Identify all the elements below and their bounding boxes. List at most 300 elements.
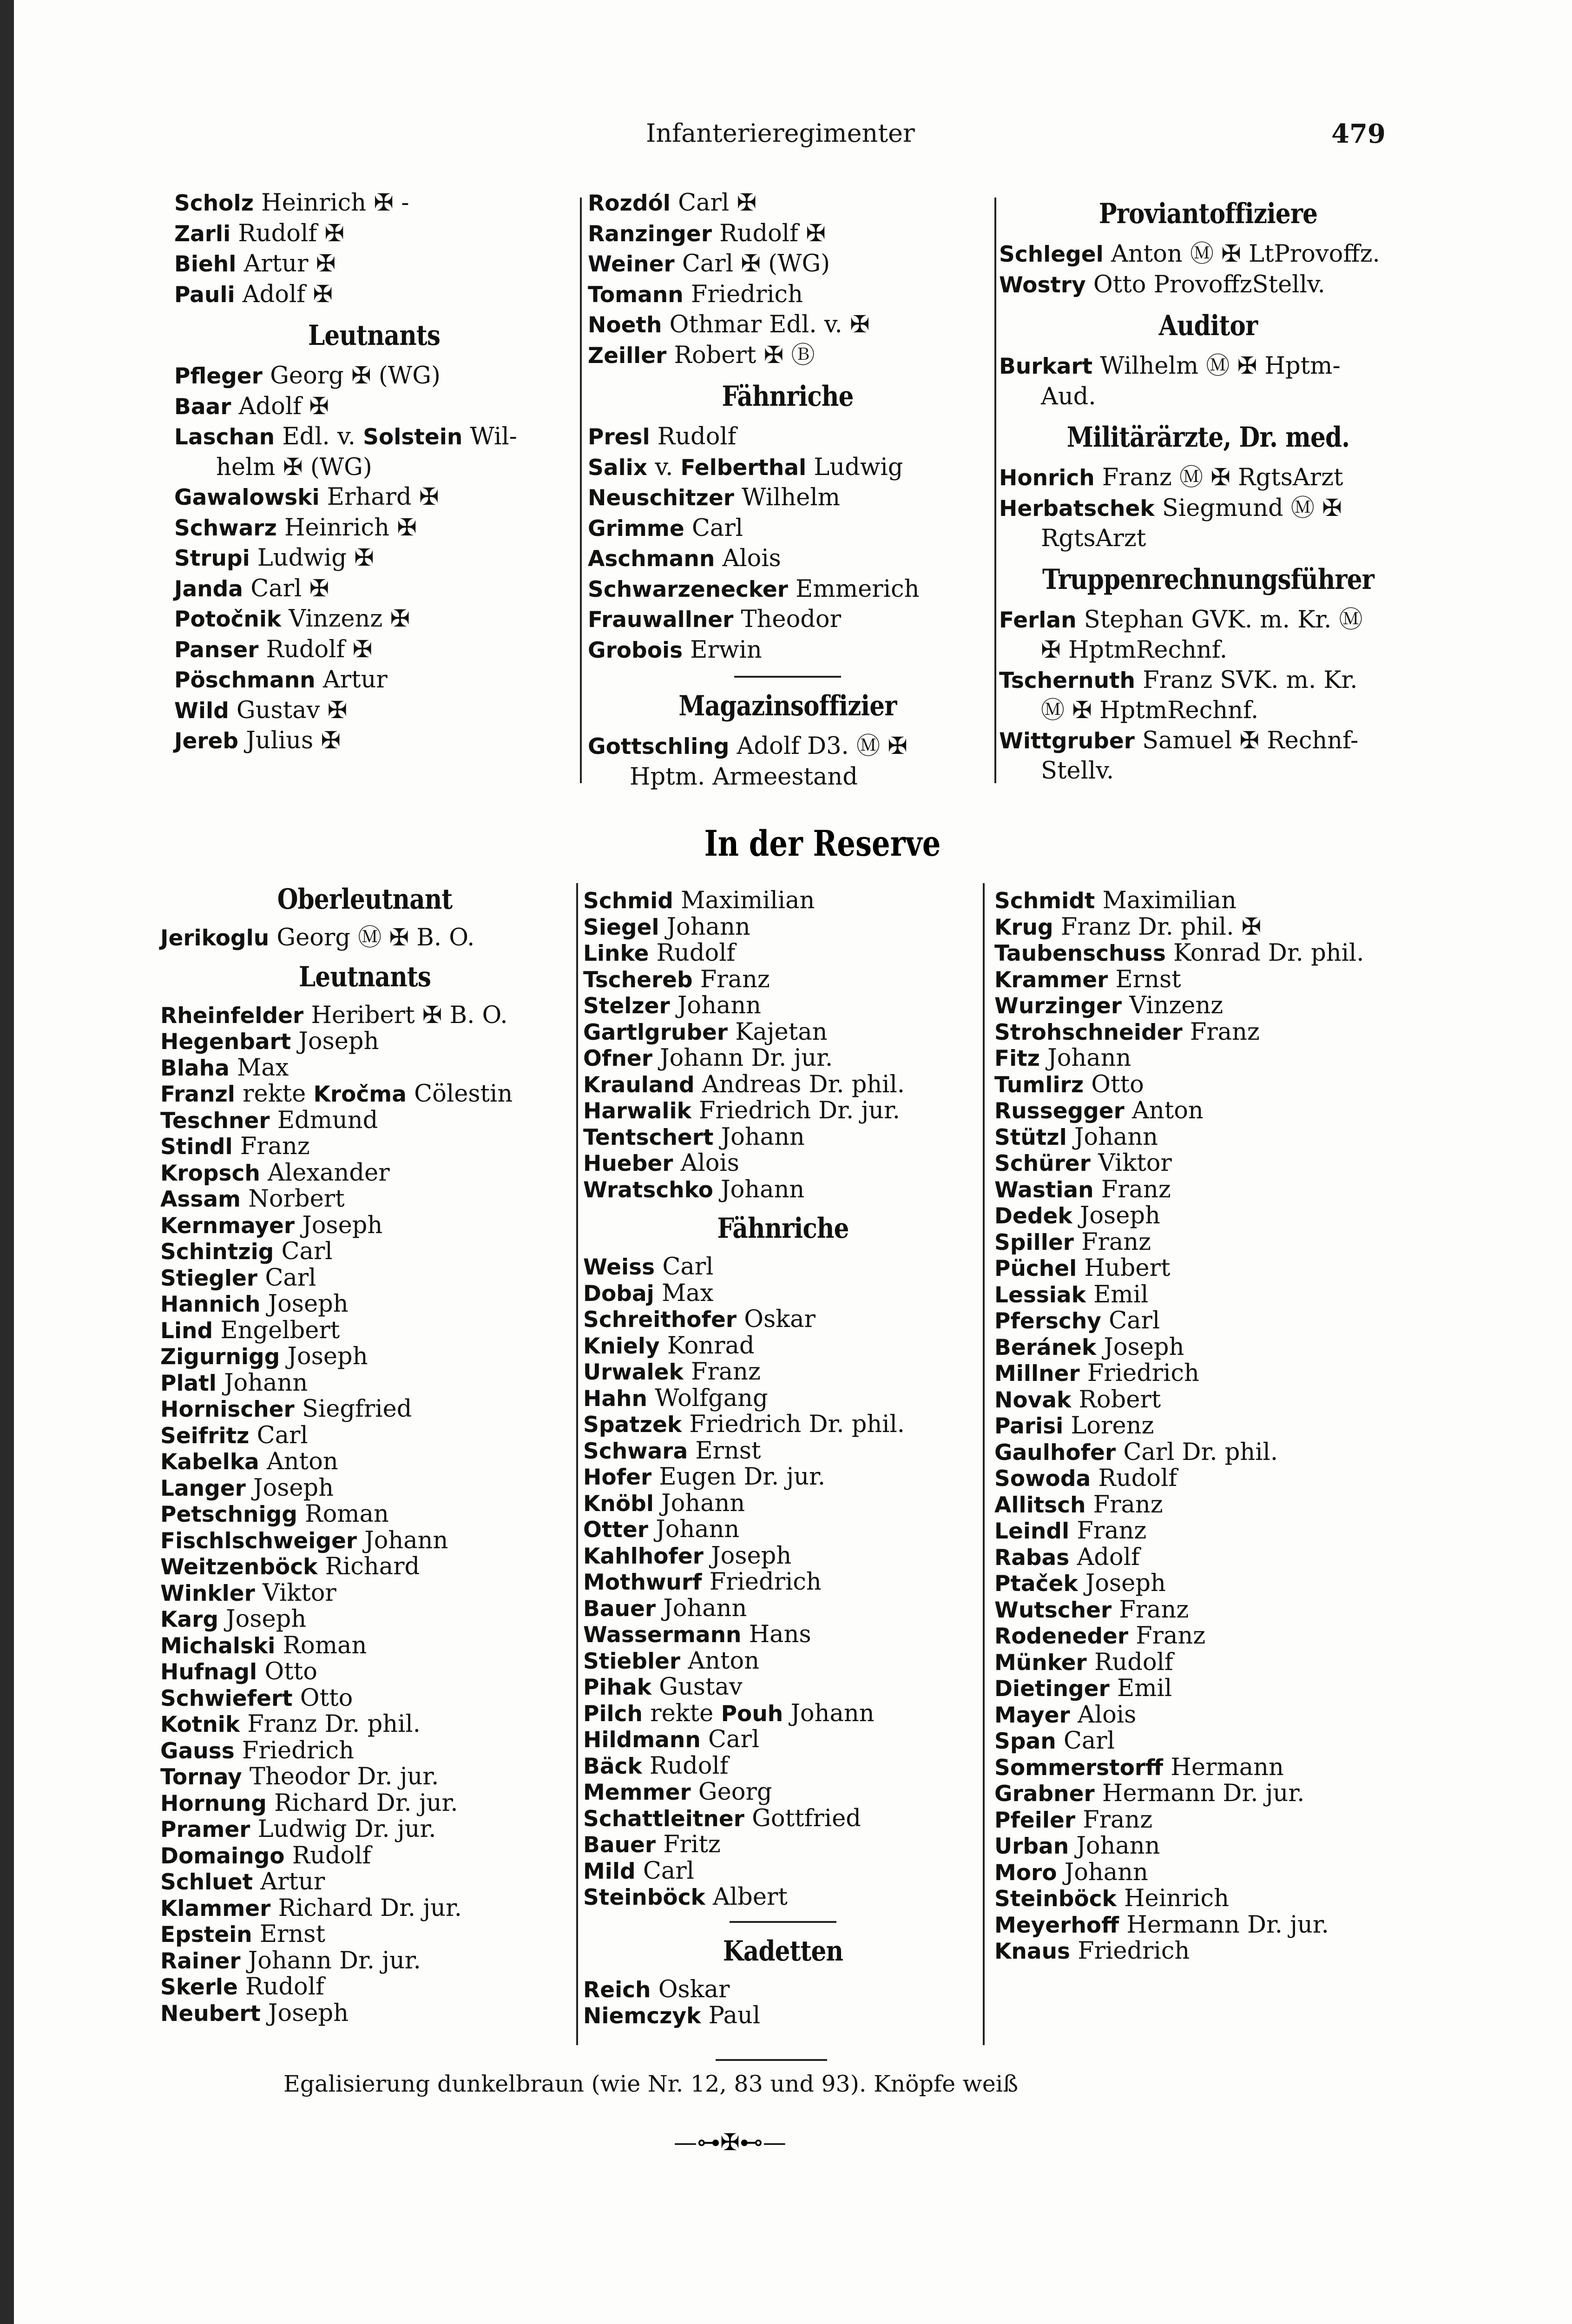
- given-name: Anton: [1124, 1097, 1204, 1124]
- roster-entry: [160, 1843, 569, 1869]
- surname: Honrich: [999, 465, 1095, 491]
- roster-entry: [583, 1281, 983, 1307]
- roster-entry: [588, 732, 987, 762]
- surname: Püchel: [994, 1256, 1077, 1281]
- surname: Tentschert: [583, 1124, 714, 1150]
- roster-entry: [994, 1150, 1413, 1177]
- surname: Urwalek: [583, 1360, 684, 1385]
- given-name: Viktor: [255, 1579, 336, 1607]
- roster-entry: [160, 1318, 569, 1344]
- roster-entry: [999, 382, 1417, 412]
- given-name: Rudolf: [237, 1973, 324, 2000]
- surname: Pauli: [174, 282, 235, 308]
- decorations: ✠: [305, 280, 333, 308]
- given-name: Carl: [257, 1264, 316, 1292]
- roster-entry: [994, 1413, 1413, 1439]
- given-name: Albert: [705, 1883, 788, 1911]
- roster-entry: [583, 1543, 983, 1570]
- surname: Rabas: [994, 1545, 1070, 1571]
- roster-entry: [160, 1501, 569, 1528]
- roster-entry: [583, 1884, 983, 1911]
- given-name: Erwin: [683, 636, 762, 664]
- book-page: [14, 0, 1572, 2324]
- roster-entry: [588, 310, 987, 341]
- decorations: ✠: [729, 189, 757, 217]
- given-name: Maximilian: [673, 887, 815, 914]
- surname: Urban: [994, 1834, 1069, 1859]
- given-name: Carl: [1101, 1307, 1160, 1334]
- surname: Grobois: [588, 637, 683, 663]
- roster-entry: [994, 940, 1413, 967]
- roster-entry: [994, 1045, 1413, 1072]
- surname: Hannich: [160, 1292, 261, 1317]
- roster-entry: [174, 453, 574, 483]
- surname: Zarli: [174, 221, 231, 247]
- roster-entry: [174, 482, 574, 513]
- surname: Strohschneider: [994, 1019, 1183, 1045]
- given-name: Friedrich: [234, 1736, 354, 1764]
- roster-entry: [999, 696, 1417, 726]
- active-col-3: [999, 188, 1417, 786]
- surname: Langer: [160, 1475, 246, 1501]
- given-name: Anton Ⓜ ✠ LtProvoffz.: [1103, 240, 1380, 268]
- given-name: Rudolf: [649, 939, 736, 967]
- surname: Weitzenböck: [160, 1554, 318, 1580]
- surname: Dedek: [994, 1203, 1072, 1229]
- roster-entry: [999, 524, 1417, 554]
- given-name: Paul: [701, 2002, 761, 2029]
- given-name: Eugen Dr. jur.: [651, 1463, 826, 1491]
- roster-entry: [160, 1134, 569, 1160]
- uniform-note: Egalisierung dunkelbraun (wie Nr. 12, 83 und 93). Knöpfe weiß: [283, 2071, 1019, 2097]
- given-name: Wilhelm: [734, 484, 841, 511]
- roster-entry: [994, 888, 1413, 914]
- surname: Schmidt: [994, 888, 1095, 914]
- given-name: Heinrich: [253, 189, 367, 217]
- roster-entry: [583, 1622, 983, 1648]
- roster-entry: [583, 1412, 983, 1438]
- surname: Kotnik: [160, 1712, 240, 1737]
- section-heading: Oberleutnant: [277, 883, 453, 916]
- surname: Gartlgruber: [583, 1019, 728, 1045]
- surname: Spiller: [994, 1229, 1074, 1255]
- roster-entry: [160, 1370, 569, 1397]
- surname: Strupi: [174, 546, 250, 571]
- given-name: Rudolf: [230, 219, 317, 247]
- given-name: Franz: [1075, 1806, 1153, 1834]
- given-name: Carl: [243, 574, 302, 602]
- surname: Rodeneder: [994, 1624, 1129, 1649]
- given-name: Adolf: [1069, 1543, 1140, 1571]
- roster-entry: [583, 1072, 983, 1098]
- given-name: Rudolf: [712, 219, 798, 247]
- roster-entry: [588, 635, 987, 666]
- roster-entry: [583, 1124, 983, 1151]
- roster-entry: [583, 1307, 983, 1333]
- reserve-col-2: [583, 888, 983, 2029]
- given-name: Joseph: [245, 1474, 334, 1502]
- section-heading: Auditor: [1158, 310, 1258, 342]
- given-name: Franz Dr. phil. ✠: [1053, 913, 1262, 941]
- given-name: Fritz: [656, 1831, 721, 1858]
- roster-entry: [994, 1860, 1413, 1886]
- roster-entry: [160, 1528, 569, 1554]
- given-name: Franz: [1112, 1596, 1189, 1624]
- surname: Mothwurf: [583, 1570, 702, 1595]
- roster-entry: [583, 1977, 983, 2003]
- given-name: Otto ProvoffzStellv.: [1085, 271, 1325, 298]
- surname: Jereb: [174, 728, 239, 754]
- given-name: Johann: [216, 1369, 308, 1397]
- given-name: Heinrich: [276, 514, 389, 541]
- given-name: Emil: [1085, 1281, 1149, 1308]
- roster-entry: [174, 280, 574, 310]
- roster-entry: [588, 249, 987, 280]
- roster-entry: [583, 1386, 983, 1412]
- roster-entry: [160, 1108, 569, 1134]
- roster-entry: [160, 1790, 569, 1817]
- surname: Krug: [994, 914, 1053, 940]
- given-name: Franz: [1085, 1491, 1163, 1519]
- roster-entry: [994, 1597, 1413, 1624]
- surname: Stiegler: [160, 1265, 258, 1291]
- surname: Tschereb: [583, 967, 693, 993]
- surname: Kniely: [583, 1333, 660, 1359]
- surname: Tomann: [588, 282, 684, 308]
- section-heading: Leutnants: [298, 960, 431, 993]
- given-name: Joseph: [291, 1028, 379, 1055]
- surname: Sowoda: [994, 1466, 1091, 1492]
- surname: Ranzinger: [588, 221, 712, 247]
- given-name: Franz: [683, 1358, 761, 1386]
- given-name: Franz: [1182, 1018, 1260, 1046]
- surname: Ferlan: [999, 607, 1077, 633]
- roster-entry: [160, 925, 569, 951]
- surname: Millner: [994, 1361, 1080, 1386]
- surname: Ptaček: [994, 1571, 1078, 1597]
- roster-entry: [583, 1569, 983, 1596]
- section-heading: Fähnriche: [722, 380, 854, 413]
- surname: Platl: [160, 1370, 217, 1396]
- given-name: Otto: [257, 1658, 317, 1685]
- given-name: Gustav: [651, 1673, 743, 1701]
- given-name: Carl: [700, 1726, 760, 1753]
- roster-entry: [583, 2003, 983, 2029]
- surname: Sommerstorff: [994, 1755, 1164, 1781]
- surname: Pfleger: [174, 363, 263, 389]
- section-heading: Fähnriche: [717, 1212, 849, 1245]
- roster-entry: [999, 463, 1417, 494]
- surname: Franzl: [160, 1082, 235, 1107]
- given-name: Alois: [1070, 1701, 1137, 1729]
- roster-entry: [160, 1659, 569, 1685]
- roster-entry: [160, 1449, 569, 1475]
- surname: Pilch: [583, 1701, 643, 1727]
- surname: Kabelka: [160, 1449, 259, 1475]
- roster-entry: [588, 544, 987, 574]
- roster-entry: [583, 1596, 983, 1622]
- given-name: Samuel ✠ Rechnf-: [1134, 726, 1359, 754]
- roster-entry: [174, 392, 574, 423]
- given-name: Carl: [1056, 1727, 1115, 1755]
- roster-entry: [994, 1072, 1413, 1098]
- section-rule: [734, 676, 841, 678]
- given-name: Edmund: [270, 1106, 378, 1134]
- roster-entry: [160, 1554, 569, 1580]
- given-name: Franz: [692, 965, 770, 993]
- given-name: Artur: [315, 666, 388, 693]
- surname: Weiss: [583, 1254, 655, 1280]
- decorations: ✠ (WG): [733, 250, 830, 277]
- given-name: Emil: [1109, 1675, 1172, 1702]
- decorations: ✠ Ⓑ: [756, 341, 815, 369]
- surname: Petschnigg: [160, 1502, 297, 1527]
- given-name: Roman: [275, 1631, 367, 1659]
- surname: Potočnik: [174, 607, 282, 632]
- roster-entry: [174, 422, 574, 453]
- roster-entry: [994, 1203, 1413, 1229]
- given-name: Franz: [232, 1133, 310, 1160]
- surname: Weiner: [588, 251, 675, 277]
- given-name: Johann: [670, 992, 762, 1019]
- surname: Rainer: [160, 1948, 241, 1974]
- surname: Leindl: [994, 1519, 1070, 1544]
- roster-entry: [994, 1439, 1413, 1466]
- roster-entry: [588, 280, 987, 310]
- given-name: Richard Dr. jur.: [270, 1894, 462, 1922]
- given-name: Hubert: [1077, 1254, 1171, 1282]
- given-name: Engelbert: [213, 1316, 340, 1344]
- roster-entry: [994, 1545, 1413, 1571]
- surname: Hildmann: [583, 1727, 701, 1753]
- roster-entry: [994, 1334, 1413, 1361]
- decorations: ✠ -: [366, 189, 409, 217]
- roster-entry: [588, 762, 987, 792]
- surname: Lessiak: [994, 1282, 1086, 1308]
- roster-entry: [160, 1239, 569, 1265]
- given-name: Joseph: [1096, 1333, 1184, 1361]
- given-name: Hans: [741, 1621, 811, 1648]
- surname: Seifritz: [160, 1423, 250, 1449]
- given-name: Othmar Edl. v.: [662, 311, 842, 338]
- roster-entry: [174, 188, 574, 219]
- roster-entry: [160, 1186, 569, 1213]
- roster-entry: [583, 1517, 983, 1543]
- roster-entry: [583, 1177, 983, 1203]
- roster-entry: [160, 1475, 569, 1502]
- entry-continuation: Stellv.: [1041, 757, 1114, 785]
- given-name: Max: [654, 1279, 714, 1307]
- surname: Burkart: [999, 354, 1093, 379]
- given-name: Erhard: [319, 483, 412, 511]
- roster-entry: [994, 1728, 1413, 1755]
- given-name: Johann Dr. jur.: [240, 1947, 421, 1974]
- given-name: rekte: [235, 1080, 314, 1108]
- decorations: ✠: [346, 544, 374, 572]
- surname: Meyerhoff: [994, 1912, 1119, 1938]
- given-name: Andreas Dr. phil.: [694, 1070, 905, 1098]
- surname: Steinböck: [583, 1885, 705, 1910]
- given-name: Anton: [680, 1647, 760, 1675]
- given-name: Friedrich: [1070, 1937, 1190, 1965]
- surname: Neuschitzer: [588, 485, 734, 511]
- roster-entry: [583, 1806, 983, 1832]
- surname: Kročma: [313, 1082, 407, 1107]
- decorations: ✠: [308, 250, 336, 277]
- surname: Krauland: [583, 1072, 695, 1098]
- given-name: Carl Dr. phil.: [1116, 1438, 1278, 1466]
- given-name: Emmerich: [788, 575, 920, 603]
- roster-entry: [994, 1518, 1413, 1545]
- given-name: Johann: [1040, 1044, 1131, 1072]
- roster-entry: [160, 1580, 569, 1607]
- surname: Assam: [160, 1187, 241, 1212]
- surname: Michalski: [160, 1633, 276, 1659]
- given-name: Artur: [236, 250, 309, 277]
- given-name: Heinrich: [1116, 1885, 1229, 1912]
- roster-entry: [160, 1344, 569, 1370]
- column-divider: [994, 198, 996, 783]
- roster-entry: [994, 1912, 1413, 1939]
- surname: Reich: [583, 1977, 651, 2003]
- given-name: Carl: [670, 189, 730, 217]
- given-name: Konrad Dr. phil.: [1165, 939, 1364, 967]
- roster-entry: [583, 1019, 983, 1046]
- given-name: Carl: [684, 514, 743, 542]
- surname: Salix: [588, 455, 648, 481]
- roster-entry: [160, 1213, 569, 1239]
- roster-entry: [583, 914, 983, 941]
- given-name: Oskar: [651, 1975, 730, 2003]
- roster-entry: [174, 513, 574, 544]
- roster-entry: [999, 605, 1417, 636]
- roster-entry: [174, 219, 574, 250]
- section-heading: Proviantoffiziere: [1098, 198, 1318, 230]
- roster-entry: [999, 726, 1417, 757]
- surname: Pferschy: [994, 1308, 1101, 1334]
- surname: Domaingo: [160, 1843, 285, 1869]
- roster-entry: [994, 1623, 1413, 1650]
- roster-entry: [583, 1098, 983, 1124]
- surname: Beránek: [994, 1334, 1097, 1360]
- surname: Solstein: [363, 424, 463, 450]
- given-name: Richard Dr. jur.: [266, 1789, 458, 1817]
- roster-entry: [994, 1833, 1413, 1860]
- given-name: Stephan GVK. m. Kr. Ⓜ: [1076, 606, 1363, 634]
- surname: Parisi: [994, 1413, 1064, 1439]
- surname: Taubenschuss: [994, 941, 1166, 966]
- roster-entry: [588, 574, 987, 605]
- entry-continuation: RgtsArzt: [1041, 525, 1146, 552]
- surname: Schintzig: [160, 1239, 274, 1265]
- surname: Tschernuth: [999, 667, 1136, 693]
- roster-entry: [174, 361, 574, 392]
- given-name: Franz SVK. m. Kr.: [1135, 666, 1358, 694]
- given-name: Friedrich Dr. jur.: [691, 1097, 901, 1124]
- roster-entry: [160, 1081, 569, 1108]
- surname: Neubert: [160, 2000, 261, 2027]
- surname: Lind: [160, 1318, 213, 1344]
- roster-entry: [583, 1464, 983, 1491]
- roster-entry: [994, 1019, 1413, 1046]
- page-number: 479: [1331, 119, 1386, 149]
- surname: Ofner: [583, 1046, 652, 1071]
- given-name: Julius: [238, 727, 314, 754]
- surname: Fischlschweiger: [160, 1528, 357, 1554]
- given-name: Franz Dr. phil.: [240, 1710, 421, 1738]
- given-name: Franz: [1069, 1517, 1147, 1545]
- roster-entry: [583, 1701, 983, 1727]
- surname: Felberthal: [680, 455, 807, 481]
- roster-entry: [160, 1265, 569, 1292]
- surname: Fitz: [994, 1046, 1040, 1071]
- roster-entry: [583, 993, 983, 1019]
- section-rule: [730, 1921, 836, 1923]
- given-name: Carl: [635, 1857, 694, 1885]
- given-name: Franz Ⓜ ✠ RgtsArzt: [1094, 464, 1343, 491]
- section-heading: Kadetten: [723, 1934, 843, 1967]
- roster-entry: [160, 1921, 569, 1948]
- roster-entry: [994, 993, 1413, 1019]
- given-name: Gottfried: [744, 1804, 861, 1832]
- given-name: Siegfried: [294, 1395, 412, 1423]
- given-name: Franz: [1073, 1228, 1151, 1256]
- given-name: Ludwig Dr. jur.: [250, 1816, 436, 1843]
- given-name: Johann: [659, 913, 750, 941]
- ornament: —⊶✠⊷—: [674, 2129, 786, 2156]
- given-name: v.: [647, 453, 681, 481]
- surname: Hufnagl: [160, 1659, 257, 1685]
- given-name: Johann: [713, 1175, 805, 1203]
- given-name: Ernst: [688, 1437, 761, 1465]
- given-name: Otto: [1084, 1070, 1144, 1098]
- given-name: Johann Dr. jur.: [652, 1044, 833, 1072]
- surname: Steinböck: [994, 1886, 1117, 1912]
- roster-entry: [160, 1160, 569, 1187]
- given-name: Johann: [653, 1489, 745, 1517]
- given-name: Ernst: [252, 1921, 325, 1948]
- surname: Stindl: [160, 1134, 233, 1160]
- decorations: ✠: [317, 219, 345, 247]
- roster-entry: [174, 249, 574, 280]
- surname: Grabner: [994, 1781, 1095, 1807]
- given-name: Theodor: [733, 606, 842, 633]
- surname: Schluet: [160, 1869, 253, 1895]
- given-name: Joseph: [260, 1290, 349, 1318]
- roster-entry: [994, 1938, 1413, 1965]
- footer-rule: [716, 2059, 827, 2061]
- surname: Winkler: [160, 1580, 255, 1606]
- surname: Schwarz: [174, 515, 277, 541]
- surname: Gaulhofer: [994, 1439, 1116, 1466]
- surname: Herbatschek: [999, 495, 1155, 522]
- surname: Tornay: [160, 1764, 242, 1790]
- given-name: Rudolf: [258, 635, 345, 663]
- surname: Epstein: [160, 1922, 252, 1948]
- given-name: Norbert: [241, 1185, 345, 1213]
- surname: Bauer: [583, 1596, 656, 1622]
- decorations: ✠: [382, 605, 410, 633]
- given-name: Oskar: [737, 1306, 816, 1333]
- roster-entry: [160, 1633, 569, 1659]
- roster-entry: [160, 1738, 569, 1764]
- decorations: ✠: [345, 635, 373, 663]
- given-name: Carl: [674, 250, 734, 277]
- roster-entry: [174, 574, 574, 605]
- given-name: Roman: [297, 1500, 389, 1528]
- surname: Hofer: [583, 1465, 652, 1490]
- roster-entry: [583, 1150, 983, 1177]
